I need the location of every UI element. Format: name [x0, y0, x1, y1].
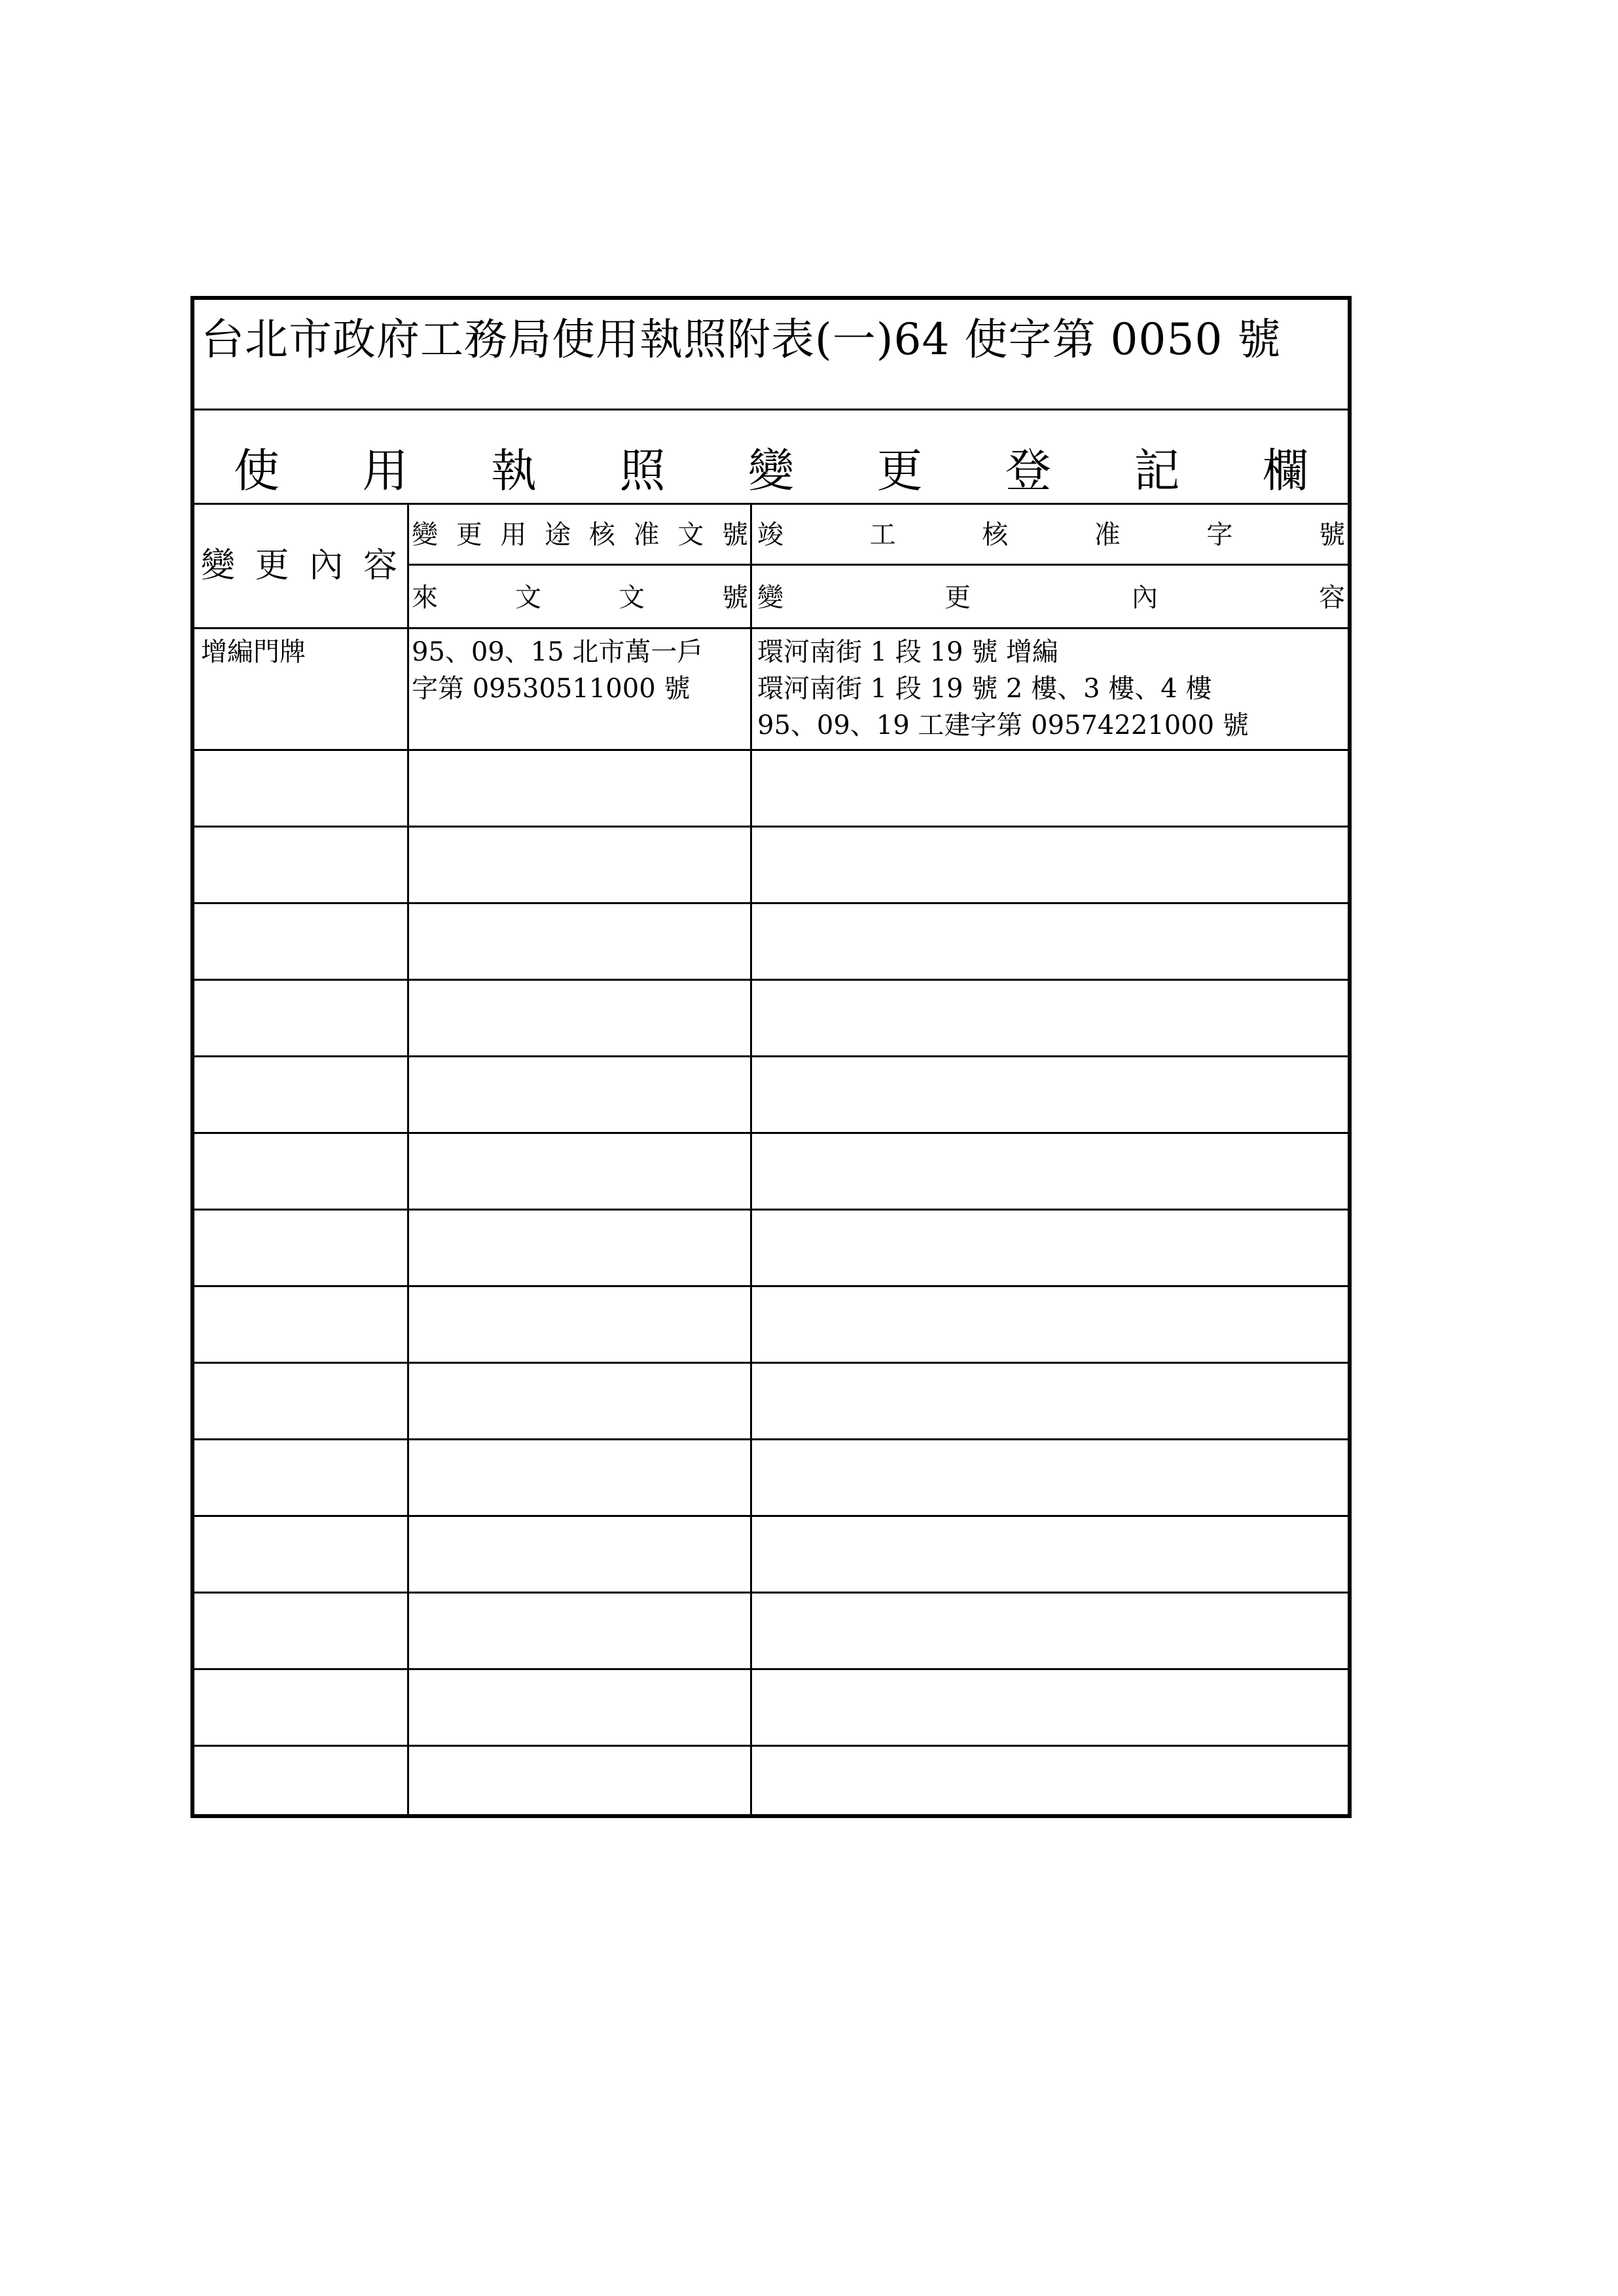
- banner-char: 執: [491, 443, 537, 498]
- header-incoming-doc-no: [412, 568, 748, 622]
- header-completion-no: [757, 508, 1345, 556]
- table-row-divider: [194, 1515, 1348, 1517]
- header-char: 字: [1206, 519, 1233, 550]
- header-char: 文: [619, 582, 645, 613]
- table-row-divider: [194, 1362, 1348, 1364]
- header-char: 途: [545, 519, 571, 550]
- entry-content: 環河南街 1 段 19 號 增編 環河南街 1 段 19 號 2 樓、3 樓、4 樓 95、09、19 工建字第 09574221000 號: [757, 637, 1249, 740]
- banner-char: 記: [1134, 443, 1180, 498]
- header-char: 更: [255, 545, 289, 585]
- banner-char: 欄: [1263, 443, 1308, 498]
- table-row-divider: [194, 749, 1348, 751]
- banner-char: 登: [1005, 443, 1051, 498]
- header-approval-doc-no: [412, 508, 748, 556]
- change-registration-form: [190, 296, 1352, 1818]
- header-char: 准: [1094, 519, 1121, 550]
- column-divider: [407, 503, 409, 1814]
- table-row-divider: [194, 1438, 1348, 1440]
- divider: [409, 564, 1348, 566]
- header-char: 變: [757, 582, 783, 613]
- header-char: 號: [1318, 519, 1345, 550]
- header-char: 來: [412, 582, 438, 613]
- header-char: 更: [456, 519, 482, 550]
- divider: [194, 627, 1348, 629]
- header-char: 變: [412, 519, 438, 550]
- table-row-divider: [194, 1745, 1348, 1747]
- header-char: 文: [677, 519, 704, 550]
- divider: [194, 409, 1348, 410]
- form-title: 台北市政府工務局使用執照附表(一)64 使字第 0050 號: [201, 314, 1282, 365]
- column-divider: [750, 503, 752, 1814]
- header-char: 工: [869, 519, 896, 550]
- header-change-detail: [757, 568, 1345, 622]
- banner-char: 變: [748, 443, 794, 498]
- banner-char: 照: [619, 443, 666, 498]
- header-char: 核: [982, 519, 1009, 550]
- table-row-divider: [194, 1209, 1348, 1211]
- table-row-divider: [194, 1132, 1348, 1134]
- table-row-divider: [194, 979, 1348, 981]
- header-char: 更: [944, 582, 971, 613]
- table-row-divider: [194, 1055, 1348, 1057]
- header-char: 容: [1319, 582, 1345, 613]
- entry-item: 增編門牌: [201, 637, 306, 667]
- header-char: 竣: [757, 519, 783, 550]
- header-char: 核: [588, 519, 615, 550]
- header-char: 准: [633, 519, 660, 550]
- header-change-content: [201, 526, 397, 598]
- table-row-divider: [194, 826, 1348, 828]
- table-row-divider: [194, 1592, 1348, 1594]
- banner-char: 用: [362, 443, 408, 498]
- banner-char: 使: [234, 443, 279, 498]
- banner-heading: [234, 437, 1308, 496]
- banner-char: 更: [876, 443, 923, 498]
- table-row-divider: [194, 1668, 1348, 1670]
- header-char: 文: [515, 582, 541, 613]
- divider: [194, 503, 1348, 505]
- header-char: 號: [722, 582, 748, 613]
- header-char: 內: [1132, 582, 1158, 613]
- entry-doc-no: 95、09、15 北市萬一戶 字第 09530511000 號: [412, 637, 704, 704]
- header-char: 內: [309, 545, 344, 585]
- table-row-divider: [194, 902, 1348, 904]
- table-row-divider: [194, 1285, 1348, 1287]
- header-char: 用: [500, 519, 527, 550]
- header-char: 變: [201, 545, 236, 585]
- header-char: 號: [721, 519, 748, 550]
- header-char: 容: [363, 545, 397, 585]
